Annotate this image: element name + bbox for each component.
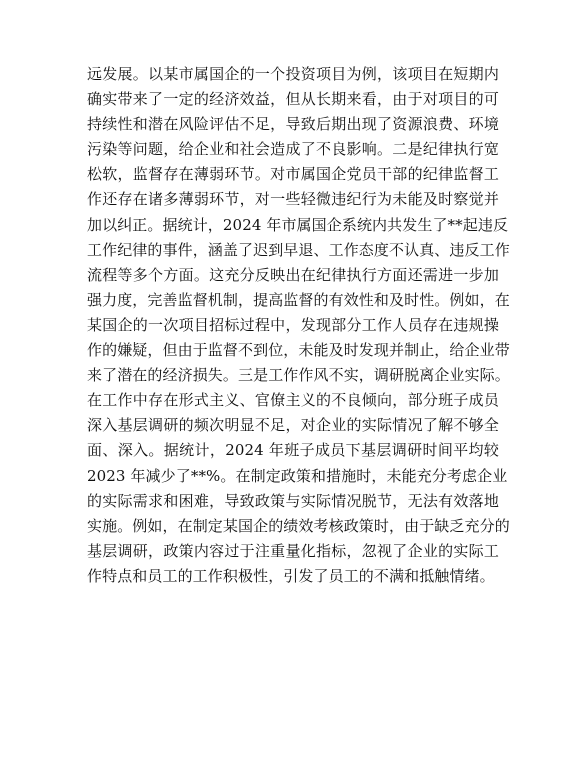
text-line: 在工作中存在形式主义、官僚主义的不良倾向，部分班子成员 [87,391,499,410]
text-line: 实施。例如，在制定某国企的绩效考核政策时，由于缺乏充分的 [87,516,510,535]
text-line: 来了潜在的经济损失。三是工作作风不实，调研脱离企业实际。 [87,366,510,385]
text-line: 的实际需求和困难，导致政策与实际情况脱节，无法有效落地 [87,491,499,510]
text-line: 持续性和潜在风险评估不足，导致后期出现了资源浪费、环境 [87,115,499,134]
text-line: 强力度，完善监督机制，提高监督的有效性和及时性。例如，在 [87,290,510,309]
text-line: 作的嫌疑，但由于监督不到位，未能及时发现并制止，给企业带 [87,341,510,360]
text-line: 流程等多个方面。这充分反映出在纪律执行方面还需进一步加 [87,265,499,284]
text-line: 2023 年减少了**%。在制定政策和措施时，未能充分考虑企业 [87,466,508,485]
text-line: 污染等问题，给企业和社会造成了不良影响。二是纪律执行宽 [87,140,499,159]
text-line: 远发展。以某市属国企的一个投资项目为例，该项目在短期内 [87,65,499,83]
text-line: 加以纠正。据统计，2024 年市属国企系统内共发生了**起违反 [87,215,509,234]
text-line: 松软，监督存在薄弱环节。对市属国企党员干部的纪律监督工 [87,165,499,184]
text-line: 作特点和员工的工作积极性，引发了员工的不满和抵触情绪。 [87,566,495,585]
text-line: 某国企的一次项目招标过程中，发现部分工作人员存在违规操 [87,315,499,334]
text-line: 工作纪律的事件，涵盖了迟到早退、工作态度不认真、违反工作 [87,240,510,259]
text-line: 作还存在诸多薄弱环节，对一些轻微违纪行为未能及时察觉并 [87,190,499,209]
text-line: 深入基层调研的频次明显不足，对企业的实际情况了解不够全 [87,416,499,435]
text-line: 基层调研，政策内容过于注重量化指标，忽视了企业的实际工 [87,541,499,560]
text-line: 确实带来了一定的经济效益，但从长期来看，由于对项目的可 [87,90,499,109]
text-line: 面、深入。据统计，2024 年班子成员下基层调研时间平均较 [87,441,499,460]
body-paragraph [87,62,510,589]
